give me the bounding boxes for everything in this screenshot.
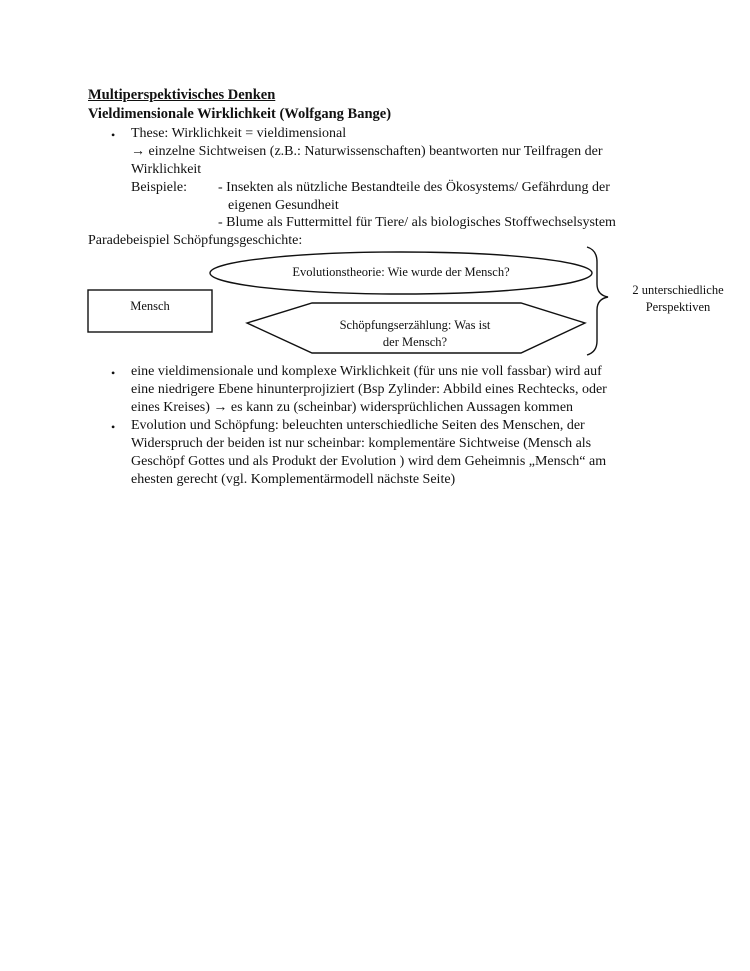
evolution-label: Evolutionstheorie: Wie wurde der Mensch? — [292, 265, 510, 279]
bullet-complementary-line3: Geschöpf Gottes und als Produkt der Evolution ) wird dem Geheimnis „Mensch“ am — [131, 454, 607, 469]
bullet-marker: • — [111, 420, 116, 434]
bullet-projection-line2: eine niedrigere Ebene hinunterprojiziert (Bsp Zylinder: Abbild eines Rechtecks, oder — [131, 382, 607, 397]
thesis-line: These: Wirklichkeit = vieldimensional — [131, 126, 347, 141]
page-title: Multiperspektivisches Denken — [88, 87, 276, 103]
example-insects-cont: eigenen Gesundheit — [228, 198, 339, 213]
perspectives-label-line1: 2 unterschiedliche — [632, 283, 724, 297]
bullet-projection-line3: eines Kreises) → es kann zu (scheinbar) widersprüchlichen Aussagen kommen — [131, 400, 574, 415]
bullet-marker: • — [111, 128, 116, 142]
mensch-label: Mensch — [130, 299, 170, 313]
example-flower: - Blume als Futtermittel für Tiere/ als biologisches Stoffwechselsystem — [218, 215, 616, 230]
perspectives-label-line2: Perspektiven — [645, 300, 711, 314]
bullet-complementary-line4: ehesten gerecht (vgl. Komplementärmodell nächste Seite) — [131, 472, 456, 487]
bullet-projection-line1: eine vieldimensionale und komplexe Wirklichkeit (für uns nie voll fassbar) wird auf — [131, 364, 602, 379]
bullet-marker: • — [111, 366, 116, 380]
thesis-consequence-cont: Wirklichkeit — [131, 162, 202, 177]
bullet-complementary-line2: Widerspruch der beiden ist nur scheinbar: komplementäre Sichtweise (Mensch als — [131, 436, 592, 451]
thesis-consequence: → einzelne Sichtweisen (z.B.: Naturwissenschaften) beantworten nur Teilfragen der — [131, 144, 603, 159]
examples-label: Beispiele: — [131, 180, 187, 195]
example-insects: - Insekten als nützliche Bestandteile des Ökosystems/ Gefährdung der — [218, 180, 610, 195]
curly-brace — [587, 247, 608, 355]
creation-label-line2: der Mensch? — [382, 335, 448, 349]
page-subtitle: Vieldimensionale Wirklichkeit (Wolfgang Bange) — [88, 106, 392, 122]
bullet-complementary-line1: Evolution und Schöpfung: beleuchten unterschiedliche Seiten des Menschen, der — [131, 418, 585, 433]
paradigm-label: Paradebeispiel Schöpfungsgeschichte: — [88, 233, 303, 248]
creation-label-line1: Schöpfungserzählung: Was ist — [339, 318, 491, 332]
